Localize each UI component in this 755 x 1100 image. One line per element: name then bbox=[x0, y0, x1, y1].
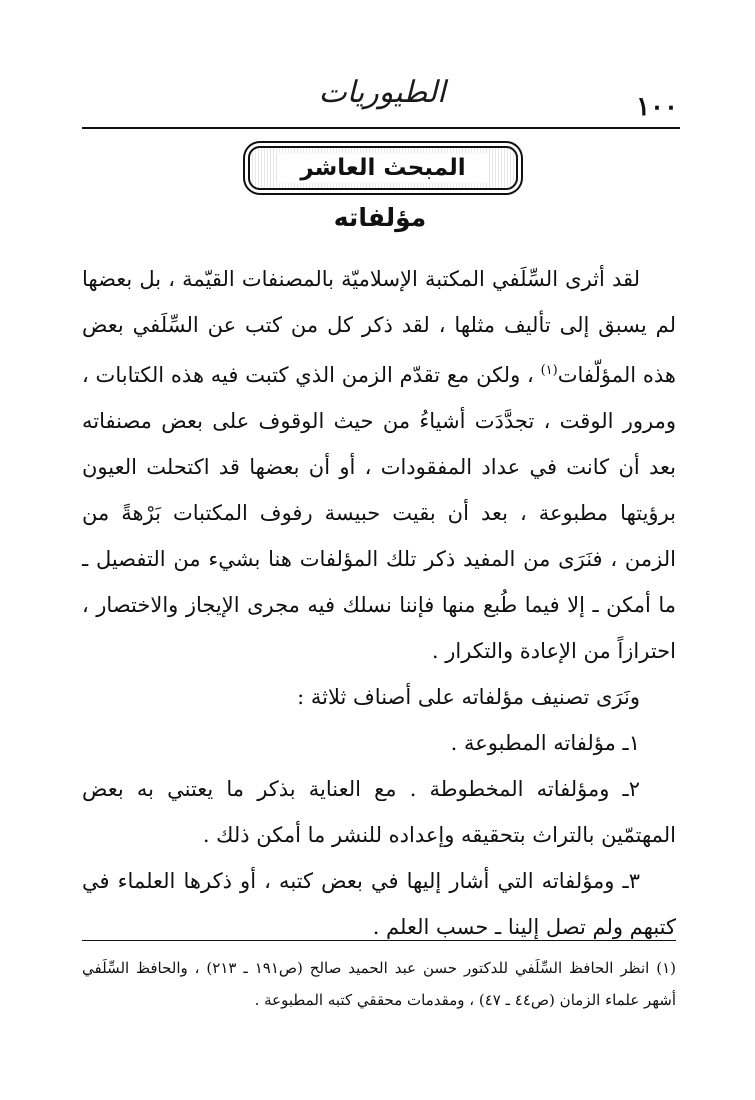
chapter-heading-box bbox=[248, 146, 518, 190]
chapter-heading: المبحث العاشر bbox=[278, 153, 487, 183]
footnote-reference: (١) bbox=[540, 363, 558, 378]
footnote: (١) انظر الحافظ السِّلَفي للدكتور حسن عبد الحميد صالح (ص١٩١ ـ ٢١٣) ، والحافظ السِّلَفي أشهر علماء الزمان (ص٤٤ ـ ٤٧) ، ومقدمات محققي كتبه المطبوعة . bbox=[82, 959, 677, 1009]
list-item: ٣ـ ومؤلفاته التي أشار إليها في بعض كتبه ، أو ذكرها العلماء في كتبهم ولم تصل إلينا ـ حسب العلم . bbox=[82, 869, 676, 939]
body-text bbox=[82, 256, 676, 950]
paragraph bbox=[82, 256, 676, 674]
footnote-separator bbox=[82, 940, 676, 941]
paragraph-text: لقد أثرى السِّلَفي المكتبة الإسلاميّة بالمصنفات القيّمة ، بل بعضها لم يسبق إلى تأليف مثلها ، لقد ذكر كل من كتب عن السِّلَفي بعض هذه المؤلّفات bbox=[82, 267, 676, 387]
page-number: ١٠٠ bbox=[636, 92, 678, 122]
running-title: الطيوريات bbox=[318, 75, 446, 110]
section-title: مؤلفاته bbox=[333, 203, 427, 232]
list-item: ١ـ مؤلفاته المطبوعة . bbox=[450, 731, 640, 755]
header-rule bbox=[82, 127, 680, 129]
footnotes bbox=[82, 952, 676, 1016]
list-item: ٢ـ ومؤلفاته المخطوطة . مع العناية بذكر ما يعتني به بعض المهتمّين بالتراث بتحقيقه وإعداده للنشر ما أمكن ذلك . bbox=[82, 777, 676, 847]
paragraph: ونَرَى تصنيف مؤلفاته على أصناف ثلاثة : bbox=[297, 685, 640, 709]
paragraph-text: ، ولكن مع تقدّم الزمن الذي كتبت فيه هذه الكتابات ، ومرور الوقت ، تجدَّدَت أشياءُ من حيث الوقوف على بعض مصنفاته بعد أن كانت في عداد المفقودات ، أو أن بعضها قد اكتحلت العيون برؤيتها مطبوعة ، بعد أن بقيت حبيسة رفوف المكتبات بَرْهةً من الزمن ، فنَرَى من المفيد ذكر تلك المؤلفات هنا بشيء من التفصيل ـ ما أمكن ـ إلا فيما طُبع منها فإننا نسلك فيه مجرى الإيجاز والاختصار ، احترازاً من الإعادة والتكرار . bbox=[82, 363, 677, 663]
